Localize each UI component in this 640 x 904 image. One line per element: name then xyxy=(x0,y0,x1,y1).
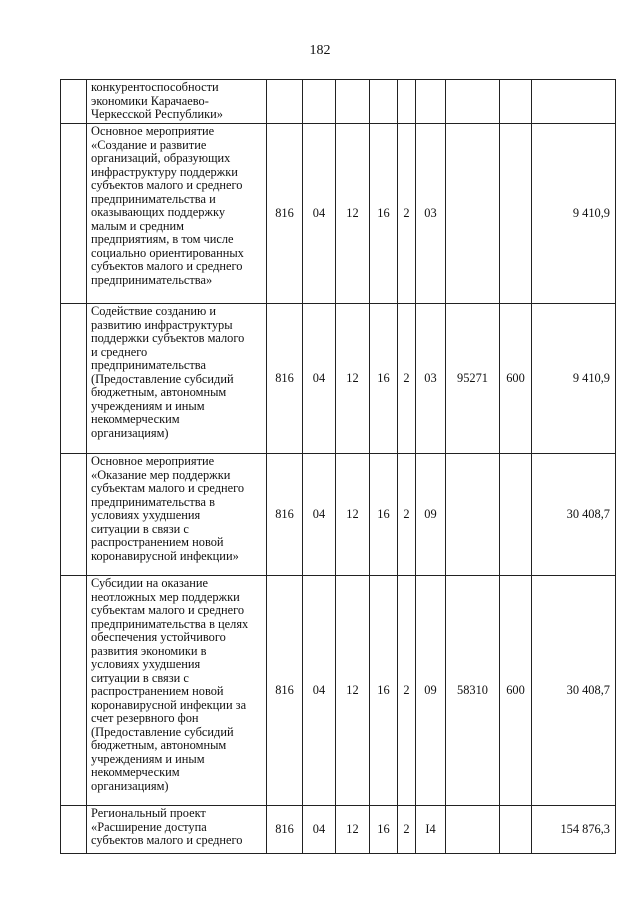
event-cell: 03 xyxy=(416,124,446,304)
program-cell: 16 xyxy=(370,576,398,806)
subprogram-cell: 2 xyxy=(398,576,416,806)
name-line: условиях ухудшения xyxy=(91,657,201,671)
row-number-cell xyxy=(61,124,87,304)
expense-type-cell: 600 xyxy=(500,304,532,454)
row-number-cell xyxy=(61,806,87,854)
name-line: учреждениям и иным xyxy=(91,398,205,413)
table-body xyxy=(61,80,616,854)
name-line: и среднего xyxy=(91,344,148,359)
subsection-cell: 12 xyxy=(336,124,370,304)
name-line: ситуации в связи с xyxy=(91,521,189,536)
code-cell: 816 xyxy=(267,576,303,806)
name-line: Черкесской Республики» xyxy=(91,107,223,121)
name-line: «Оказание мер поддержки xyxy=(91,467,231,482)
subsection-cell xyxy=(336,80,370,124)
name-line: экономики Карачаево- xyxy=(91,93,209,108)
event-cell: I4 xyxy=(416,806,446,854)
subsection-cell: 12 xyxy=(336,304,370,454)
program-cell: 16 xyxy=(370,124,398,304)
name-line: условиях ухудшения xyxy=(91,508,201,522)
name-line: поддержки субъектов малого xyxy=(91,331,245,345)
name-line: «Расширение доступа xyxy=(91,819,207,834)
table-row xyxy=(61,80,616,124)
name-cell xyxy=(87,806,267,854)
table-row xyxy=(61,304,616,454)
subsection-cell: 12 xyxy=(336,806,370,854)
name-line: неотложных мер поддержки xyxy=(91,589,240,604)
program-cell: 16 xyxy=(370,806,398,854)
name-line: обеспечения устойчивого xyxy=(91,630,226,644)
name-line: некоммерческим xyxy=(91,765,180,779)
name-line: оказывающих поддержку xyxy=(91,205,226,219)
name-line: субъектов малого и среднего xyxy=(91,259,243,273)
name-line: малым и средним xyxy=(91,218,184,233)
name-line: распространением новой xyxy=(91,684,224,698)
name-line: субъектам малого и среднего xyxy=(91,603,245,617)
subsection-cell: 12 xyxy=(336,576,370,806)
amount-cell xyxy=(532,80,616,124)
expense-type-cell xyxy=(500,124,532,304)
name-line: учреждениям и иным xyxy=(91,751,205,766)
section-cell xyxy=(303,80,336,124)
name-cell xyxy=(87,454,267,576)
code-cell: 816 xyxy=(267,124,303,304)
direction-cell xyxy=(446,124,500,304)
event-cell: 03 xyxy=(416,304,446,454)
name-line: коронавирусной инфекции» xyxy=(91,548,239,563)
name-line: Основное мероприятие xyxy=(91,124,215,138)
name-line: Региональный проект xyxy=(91,806,206,820)
name-line: предпринимательства и xyxy=(91,191,216,206)
name-line: предпринимательства в xyxy=(91,494,215,509)
direction-cell: 95271 xyxy=(446,304,500,454)
code-cell: 816 xyxy=(267,454,303,576)
subprogram-cell xyxy=(398,80,416,124)
name-cell xyxy=(87,80,267,124)
amount-cell: 30 408,7 xyxy=(532,576,616,806)
name-line: (Предоставление субсидий xyxy=(91,371,234,386)
name-line: предпринимательства xyxy=(91,358,206,372)
row-number-cell xyxy=(61,80,87,124)
table-row xyxy=(61,124,616,304)
name-line: организаций, образующих xyxy=(91,151,231,165)
section-cell: 04 xyxy=(303,124,336,304)
direction-cell xyxy=(446,454,500,576)
name-line: субъектам малого и среднего xyxy=(91,481,245,495)
name-cell xyxy=(87,304,267,454)
name-cell xyxy=(87,124,267,304)
name-line: Субсидии на оказание xyxy=(91,576,208,590)
name-line: субъектов малого и среднего xyxy=(91,833,243,847)
amount-cell: 154 876,3 xyxy=(532,806,616,854)
amount-cell: 9 410,9 xyxy=(532,304,616,454)
section-cell: 04 xyxy=(303,304,336,454)
name-line: конкурентоспособности xyxy=(91,80,219,94)
name-line: организациям) xyxy=(91,778,169,793)
name-line: предпринимательства» xyxy=(91,272,213,287)
subprogram-cell: 2 xyxy=(398,304,416,454)
event-cell: 09 xyxy=(416,576,446,806)
name-line: субъектов малого и среднего xyxy=(91,178,243,192)
subprogram-cell: 2 xyxy=(398,454,416,576)
name-line: бюджетным, автономным xyxy=(91,385,227,399)
program-cell xyxy=(370,80,398,124)
name-line: ситуации в связи с xyxy=(91,670,189,685)
name-line: организациям) xyxy=(91,425,169,440)
amount-cell: 9 410,9 xyxy=(532,124,616,304)
row-number-cell xyxy=(61,576,87,806)
table-row xyxy=(61,454,616,576)
name-line: (Предоставление субсидий xyxy=(91,724,234,739)
page-number: 182 xyxy=(309,43,331,58)
row-number-cell xyxy=(61,304,87,454)
name-line: некоммерческим xyxy=(91,412,180,426)
name-line: бюджетным, автономным xyxy=(91,738,227,752)
name-line: счет резервного фон xyxy=(91,711,199,725)
row-number-cell xyxy=(61,454,87,576)
name-line: распространением новой xyxy=(91,535,224,549)
direction-cell xyxy=(446,806,500,854)
name-line: развитию инфраструктуры xyxy=(91,317,233,332)
expense-type-cell xyxy=(500,454,532,576)
table-row xyxy=(61,576,616,806)
name-cell xyxy=(87,576,267,806)
subprogram-cell: 2 xyxy=(398,806,416,854)
name-line: «Создание и развитие xyxy=(91,137,207,152)
program-cell: 16 xyxy=(370,454,398,576)
code-cell: 816 xyxy=(267,806,303,854)
budget-table xyxy=(60,79,616,854)
expense-type-cell xyxy=(500,80,532,124)
direction-cell: 58310 xyxy=(446,576,500,806)
name-line: инфраструктуру поддержки xyxy=(91,164,238,179)
amount-cell: 30 408,7 xyxy=(532,454,616,576)
subsection-cell: 12 xyxy=(336,454,370,576)
name-line: Содействие созданию и xyxy=(91,304,216,318)
name-line: Основное мероприятие xyxy=(91,454,215,468)
program-cell: 16 xyxy=(370,304,398,454)
name-line: социально ориентированных xyxy=(91,245,244,260)
name-line: предприятиям, в том числе xyxy=(91,232,234,246)
code-cell: 816 xyxy=(267,304,303,454)
expense-type-cell xyxy=(500,806,532,854)
table-row xyxy=(61,806,616,854)
code-cell xyxy=(267,80,303,124)
name-line: коронавирусной инфекции за xyxy=(91,697,247,712)
section-cell: 04 xyxy=(303,454,336,576)
name-line: предпринимательства в целях xyxy=(91,616,249,631)
section-cell: 04 xyxy=(303,806,336,854)
section-cell: 04 xyxy=(303,576,336,806)
direction-cell xyxy=(446,80,500,124)
event-cell: 09 xyxy=(416,454,446,576)
event-cell xyxy=(416,80,446,124)
subprogram-cell: 2 xyxy=(398,124,416,304)
name-line: развития экономики в xyxy=(91,643,207,658)
expense-type-cell: 600 xyxy=(500,576,532,806)
